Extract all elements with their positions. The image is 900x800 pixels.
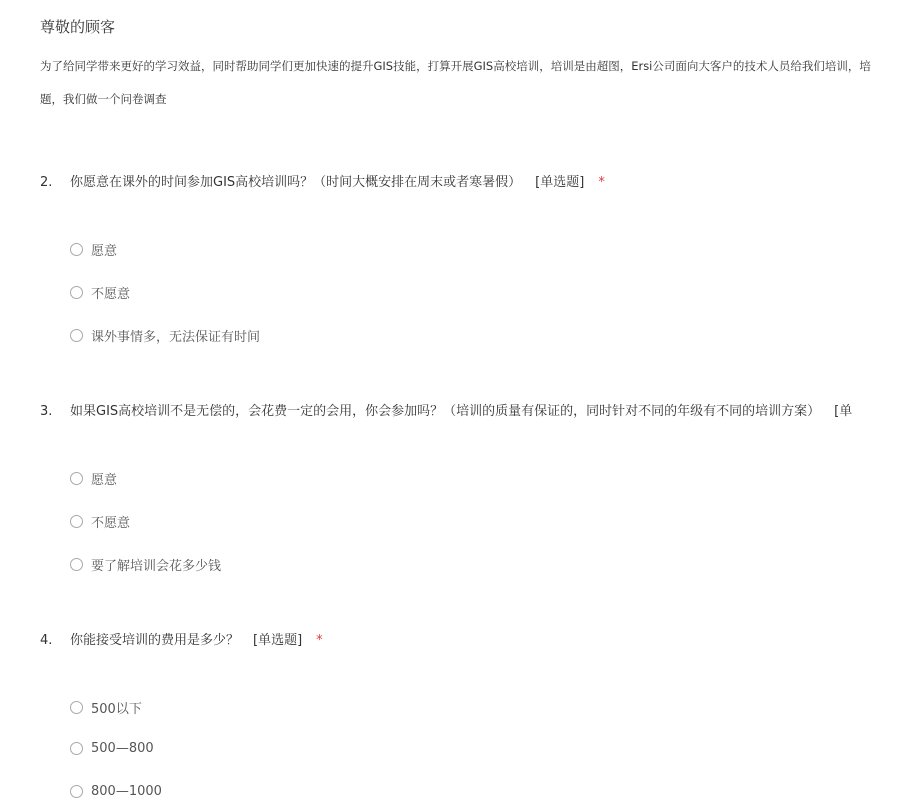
option-label: 课外事情多，无法保证有时间 [91,330,261,345]
question-3-title [40,400,852,419]
radio-button-icon[interactable] [70,785,83,798]
question-number: 2. [40,175,53,190]
survey-page [40,0,900,800]
option-label: 愿意 [91,473,118,488]
intro-text-line-2: 题，我们做一个问卷调查 [40,92,167,106]
question-text: 如果GIS高校培训不是无偿的，会花费一定的会用，你会参加吗？（培训的质量有保证的，同时针对不同的年级有不同的培训方案） [70,404,821,419]
question-type-label: [单选题] [253,633,303,648]
greeting-heading: 尊敬的顾客 [40,18,116,36]
question-3-option-3[interactable] [70,555,221,574]
radio-button-icon[interactable] [70,515,83,528]
question-3-option-1[interactable] [70,469,117,488]
option-label: 500—800 [91,741,154,756]
radio-button-icon[interactable] [70,558,83,571]
required-asterisk: * [598,175,605,190]
radio-button-icon[interactable] [70,701,83,714]
question-4-option-1[interactable] [70,698,142,717]
radio-button-icon[interactable] [70,286,83,299]
question-text: 你愿意在课外的时间参加GIS高校培训吗？（时间大概安排在周末或者寒暑假） [70,175,522,190]
intro-text-line-1: 为了给同学带来更好的学习效益，同时帮助同学们更加快速的提升GIS技能，打算开展GIS高校培训，培训是由超图，Ersi公司面向大客户的技术人员给我们培训，培 [40,59,871,73]
question-2-option-1[interactable] [70,240,117,259]
question-2-option-3[interactable] [70,326,260,345]
radio-button-icon[interactable] [70,742,83,755]
question-type-label: [单 [834,404,853,419]
question-number: 4. [40,633,53,648]
option-label: 不愿意 [91,516,131,531]
question-3-option-2[interactable] [70,512,130,531]
option-label: 500以下 [91,702,142,717]
radio-button-icon[interactable] [70,243,83,256]
question-text: 你能接受培训的费用是多少？ [70,633,240,648]
question-4-option-2[interactable] [70,741,154,756]
question-number: 3. [40,404,53,419]
question-4-option-3[interactable] [70,784,162,799]
question-2-title [40,171,605,190]
radio-button-icon[interactable] [70,472,83,485]
option-label: 不愿意 [91,287,131,302]
question-2-option-2[interactable] [70,283,130,302]
radio-button-icon[interactable] [70,329,83,342]
option-label: 800—1000 [91,784,162,799]
required-asterisk: * [316,633,323,648]
option-label: 愿意 [91,244,118,259]
option-label: 要了解培训会花多少钱 [91,559,222,574]
question-4-title [40,629,323,648]
question-type-label: [单选题] [535,175,585,190]
